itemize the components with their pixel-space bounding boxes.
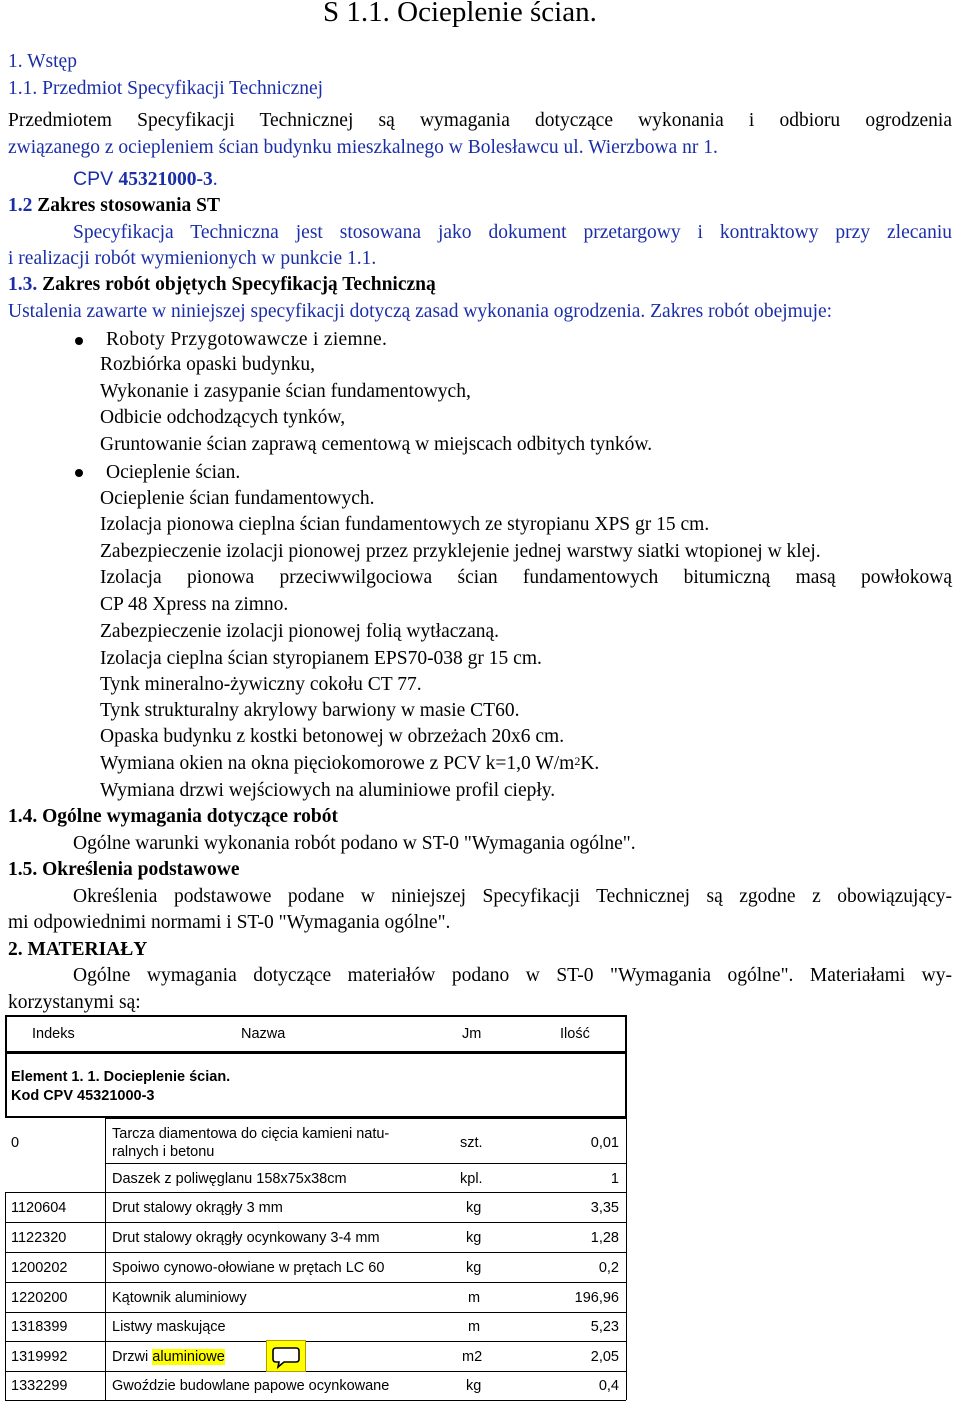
- section-1-4-heading: 1.4. Ogólne wymagania dotyczące robót: [8, 806, 339, 827]
- section-1-5-heading: 1.5. Określenia podstawowe: [8, 859, 240, 880]
- cell-index: 1120604: [11, 1200, 67, 1216]
- header-name: Nazwa: [241, 1026, 286, 1042]
- cell-name: Drut stalowy okrągły 3 mm: [112, 1200, 283, 1216]
- cell-qty: 196,96: [574, 1290, 619, 1306]
- cell-name: [112, 1348, 225, 1366]
- cell-qty: 0,4: [598, 1378, 619, 1394]
- section-1-1-heading: 1.1. Przedmiot Specyfikacji Technicznej: [8, 78, 324, 99]
- page-title: S 1.1. Ocieplenie ścian.: [323, 0, 597, 28]
- cell-name-text: Drzwi: [112, 1349, 153, 1365]
- materials-table-header: [5, 1015, 627, 1053]
- cell-name: Gwoździe budowlane papowe ocynkowane: [112, 1378, 390, 1394]
- cell-qty: 0,01: [590, 1135, 619, 1151]
- cell-index: 1200202: [11, 1260, 68, 1276]
- row-divider: [5, 1222, 626, 1223]
- cell-unit: m: [468, 1290, 481, 1306]
- cell-index: 1220200: [11, 1290, 68, 1306]
- paragraph-5-line-1: Określenia podstawowe podane w niniejszej Specyfikacji Technicznej są zgodne z obowiązujący-: [73, 886, 952, 907]
- cpv-suffix: .: [212, 169, 218, 190]
- cell-index: 1332299: [11, 1378, 68, 1394]
- group-1-title: Roboty Przygotowawcze i ziemne.: [106, 329, 388, 350]
- cell-unit: szt.: [460, 1135, 483, 1151]
- column-divider: [105, 1118, 106, 1400]
- cell-name: ralnych i betonu: [112, 1144, 215, 1160]
- cell-unit: m: [468, 1319, 481, 1335]
- group-2-item-door: Wymiana drzwi wejściowych na aluminiowe profil ciepły.: [100, 780, 556, 801]
- paragraph-1-line-2: związanego z ociepleniem ścian budynku mieszkalnego w Bolesławcu ul. Wierzbowa nr 1.: [8, 137, 718, 158]
- group-2-item: Tynk strukturalny akrylowy barwiony w masie CT60.: [100, 700, 520, 721]
- cell-index: 0: [11, 1135, 20, 1151]
- cell-unit: kpl.: [460, 1171, 483, 1187]
- group-2-item: Zabezpieczenie izolacji pionowej folią wytłaczaną.: [100, 621, 499, 642]
- paragraph-1-line-1: Przedmiotem Specyfikacji Technicznej są wymagania dotyczące wykonania i odbioru ogrodzenia: [8, 110, 952, 131]
- row-divider: [5, 1312, 626, 1313]
- row-divider: [5, 1341, 626, 1342]
- column-divider: [5, 1192, 6, 1400]
- row-divider: [5, 1192, 626, 1193]
- group-1-item: Wykonanie i zasypanie ścian fundamentowych,: [100, 381, 471, 402]
- cell-qty: 0,2: [598, 1260, 619, 1276]
- row-divider: [105, 1163, 626, 1164]
- cell-name: Spoiwo cynowo-ołowiane w prętach LC 60: [112, 1260, 385, 1276]
- cpv-line: [73, 166, 218, 193]
- section-1-3-title: Zakres robót objętych Specyfikacją Techniczną: [37, 274, 436, 295]
- group-2-title: Ocieplenie ścian.: [106, 462, 241, 483]
- paragraph-2-line-2: i realizacji robót wymienionych w punkcie 1.1.: [8, 248, 377, 269]
- cell-unit: kg: [466, 1230, 482, 1246]
- section-1-2-title: Zakres stosowania ST: [32, 195, 221, 216]
- paragraph-3: Ustalenia zawarte w niniejszej specyfikacji dotyczą zasad wykonania ogrodzenia. Zakres robót obejmuje:: [8, 301, 833, 322]
- cell-qty: 3,35: [590, 1200, 619, 1216]
- group-2-item: CP 48 Xpress na zimno.: [100, 594, 289, 615]
- bullet-icon: [75, 469, 83, 477]
- cell-name: Daszek z poliwęglanu 158x75x38cm: [112, 1171, 347, 1187]
- section-1-2-heading: [8, 193, 220, 219]
- cell-name: Kątownik aluminiowy: [112, 1290, 247, 1306]
- cpv-prefix: CPV: [73, 168, 119, 190]
- cell-unit: kg: [466, 1200, 482, 1216]
- section-2-heading: 2. MATERIAŁY: [8, 939, 148, 960]
- element-cpv: Kod CPV 45321000-3: [11, 1088, 155, 1104]
- group-2-item: Izolacja pionowa cieplna ścian fundamentowych ze styropianu XPS gr 15 cm.: [100, 514, 710, 535]
- group-2-item: Ocieplenie ścian fundamentowych.: [100, 488, 375, 509]
- cell-name: Tarcza diamentowa do cięcia kamieni natu-: [112, 1126, 390, 1142]
- paragraph-6-line-2: korzystanymi są:: [8, 992, 141, 1013]
- comment-note-icon[interactable]: [266, 1340, 306, 1372]
- highlighted-text: aluminiowe: [152, 1349, 225, 1365]
- row-divider: [5, 1252, 626, 1253]
- group-1-item: Gruntowanie ścian zaprawą cementową w miejscach odbitych tynków.: [100, 434, 653, 455]
- group-2-item: Izolacja pionowa przeciwwilgociowa ścian fundamentowych bitumiczną masą powłokową: [100, 567, 952, 588]
- column-divider: [626, 1118, 627, 1400]
- group-1-item: Rozbiórka opaski budynku,: [100, 354, 316, 375]
- row-divider: [5, 1371, 626, 1372]
- group-2-item-windows: [100, 751, 599, 777]
- cell-unit: kg: [466, 1260, 482, 1276]
- cell-index: 1319992: [11, 1349, 68, 1365]
- windows-superscript: 2: [574, 754, 581, 768]
- row-divider: [105, 1118, 626, 1119]
- cell-index: 1318399: [11, 1319, 68, 1335]
- cell-qty: 2,05: [590, 1349, 619, 1365]
- cell-qty: 5,23: [590, 1319, 619, 1335]
- windows-text-end: K.: [580, 753, 600, 774]
- paragraph-5-line-2: mi odpowiednimi normami i ST-0 "Wymagania ogólne".: [8, 912, 451, 933]
- section-1-heading: 1. Wstęp: [8, 51, 77, 72]
- cell-name: Listwy maskujące: [112, 1319, 226, 1335]
- cell-qty: 1,28: [590, 1230, 619, 1246]
- paragraph-2-line-1: Specyfikacja Techniczna jest stosowana jako dokument przetargowy i kontraktowy przy zlecaniu: [73, 222, 952, 243]
- windows-text: Wymiana okien na okna pięciokomorowe z PCV k=1,0 W/m: [100, 753, 575, 774]
- cell-qty: 1: [610, 1171, 619, 1187]
- cell-index: 1122320: [11, 1230, 67, 1246]
- section-1-2-number: 1.2: [8, 195, 33, 216]
- header-unit: Jm: [462, 1026, 482, 1042]
- section-1-3-number: 1.3.: [8, 274, 38, 295]
- group-2-item: Izolacja cieplna ścian styropianem EPS70-038 gr 15 cm.: [100, 648, 542, 669]
- cell-name: Drut stalowy okrągły ocynkowany 3-4 mm: [112, 1230, 380, 1246]
- header-index: Indeks: [32, 1026, 75, 1042]
- group-2-item: Tynk mineralno-żywiczny cokołu CT 77.: [100, 674, 422, 695]
- section-1-3-heading: [8, 272, 436, 298]
- cell-unit: m2: [462, 1349, 483, 1365]
- paragraph-6-line-1: Ogólne wymagania dotyczące materiałów podano w ST-0 "Wymagania ogólne". Materiałami wy-: [73, 965, 952, 986]
- bullet-icon: [75, 337, 83, 345]
- cell-unit: kg: [466, 1378, 482, 1394]
- group-1-item: Odbicie odchodzących tynków,: [100, 407, 346, 428]
- cpv-code: 45321000-3: [118, 169, 213, 190]
- group-2-item: Zabezpieczenie izolacji pionowej przez przyklejenie jednej warstwy siatki wtopionej w klej.: [100, 541, 821, 562]
- header-qty: Ilość: [560, 1026, 590, 1042]
- group-2-item: Opaska budynku z kostki betonowej w obrzeżach 20x6 cm.: [100, 726, 565, 747]
- row-divider: [5, 1282, 626, 1283]
- paragraph-4: Ogólne warunki wykonania robót podano w ST-0 "Wymagania ogólne".: [73, 833, 636, 854]
- element-title: Element 1. 1. Docieplenie ścian.: [11, 1069, 231, 1085]
